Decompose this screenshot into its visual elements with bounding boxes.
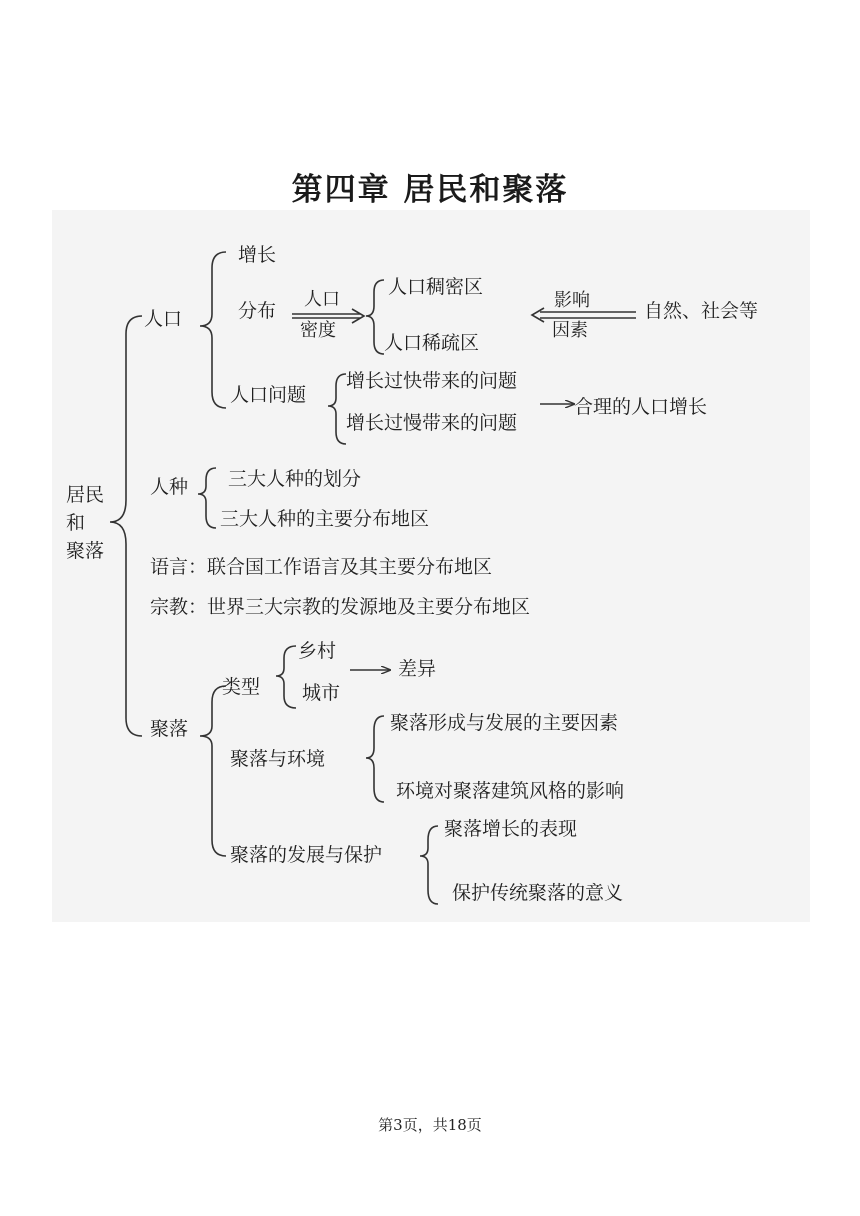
- population-growth: 增长: [238, 244, 277, 266]
- density-arrow-top-label: 人口: [304, 289, 340, 310]
- settlement-environment-label: 聚落与环境: [230, 748, 326, 770]
- race-item-distribution: 三大人种的主要分布地区: [220, 508, 430, 530]
- settlement-urban: 城市: [302, 682, 341, 704]
- settlement-label: 聚落: [150, 718, 189, 740]
- influence-factors: 自然、社会等: [644, 300, 759, 322]
- development-item-protection: 保护传统聚落的意义: [452, 882, 624, 904]
- settlement-difference: 差异: [398, 658, 437, 680]
- problem-slow-growth: 增长过慢带来的问题: [346, 412, 518, 434]
- problem-fast-growth: 增长过快带来的问题: [346, 370, 518, 392]
- distribution-label: 分布: [238, 300, 277, 322]
- page-number: 第3页，共18页: [378, 1116, 482, 1134]
- page-title: 第四章 居民和聚落: [291, 172, 569, 208]
- population-label: 人口: [144, 308, 183, 330]
- root-label-line1: 居民: [66, 484, 105, 506]
- settlement-types-label: 类型: [222, 676, 261, 698]
- density-arrow-bottom-label: 密度: [300, 320, 336, 341]
- race-label: 人种: [150, 476, 189, 498]
- environment-item-style: 环境对聚落建筑风格的影响: [396, 780, 625, 802]
- root-label-line3: 聚落: [66, 540, 105, 562]
- dense-area: 人口稠密区: [388, 276, 484, 298]
- settlement-rural: 乡村: [298, 640, 337, 662]
- development-item-growth: 聚落增长的表现: [444, 818, 578, 840]
- sparse-area: 人口稀疏区: [384, 332, 480, 354]
- language-line: 语言：联合国工作语言及其主要分布地区: [150, 556, 493, 578]
- influence-top-label: 影响: [554, 290, 590, 311]
- reasonable-growth: 合理的人口增长: [574, 396, 708, 418]
- influence-bottom-label: 因素: [552, 320, 588, 341]
- root-label-line2: 和: [66, 512, 86, 534]
- race-item-division: 三大人种的划分: [228, 468, 362, 490]
- settlement-development-label: 聚落的发展与保护: [230, 844, 383, 866]
- population-problems-label: 人口问题: [230, 384, 307, 406]
- religion-line: 宗教：世界三大宗教的发源地及主要分布地区: [150, 596, 531, 618]
- environment-item-factors: 聚落形成与发展的主要因素: [390, 712, 619, 734]
